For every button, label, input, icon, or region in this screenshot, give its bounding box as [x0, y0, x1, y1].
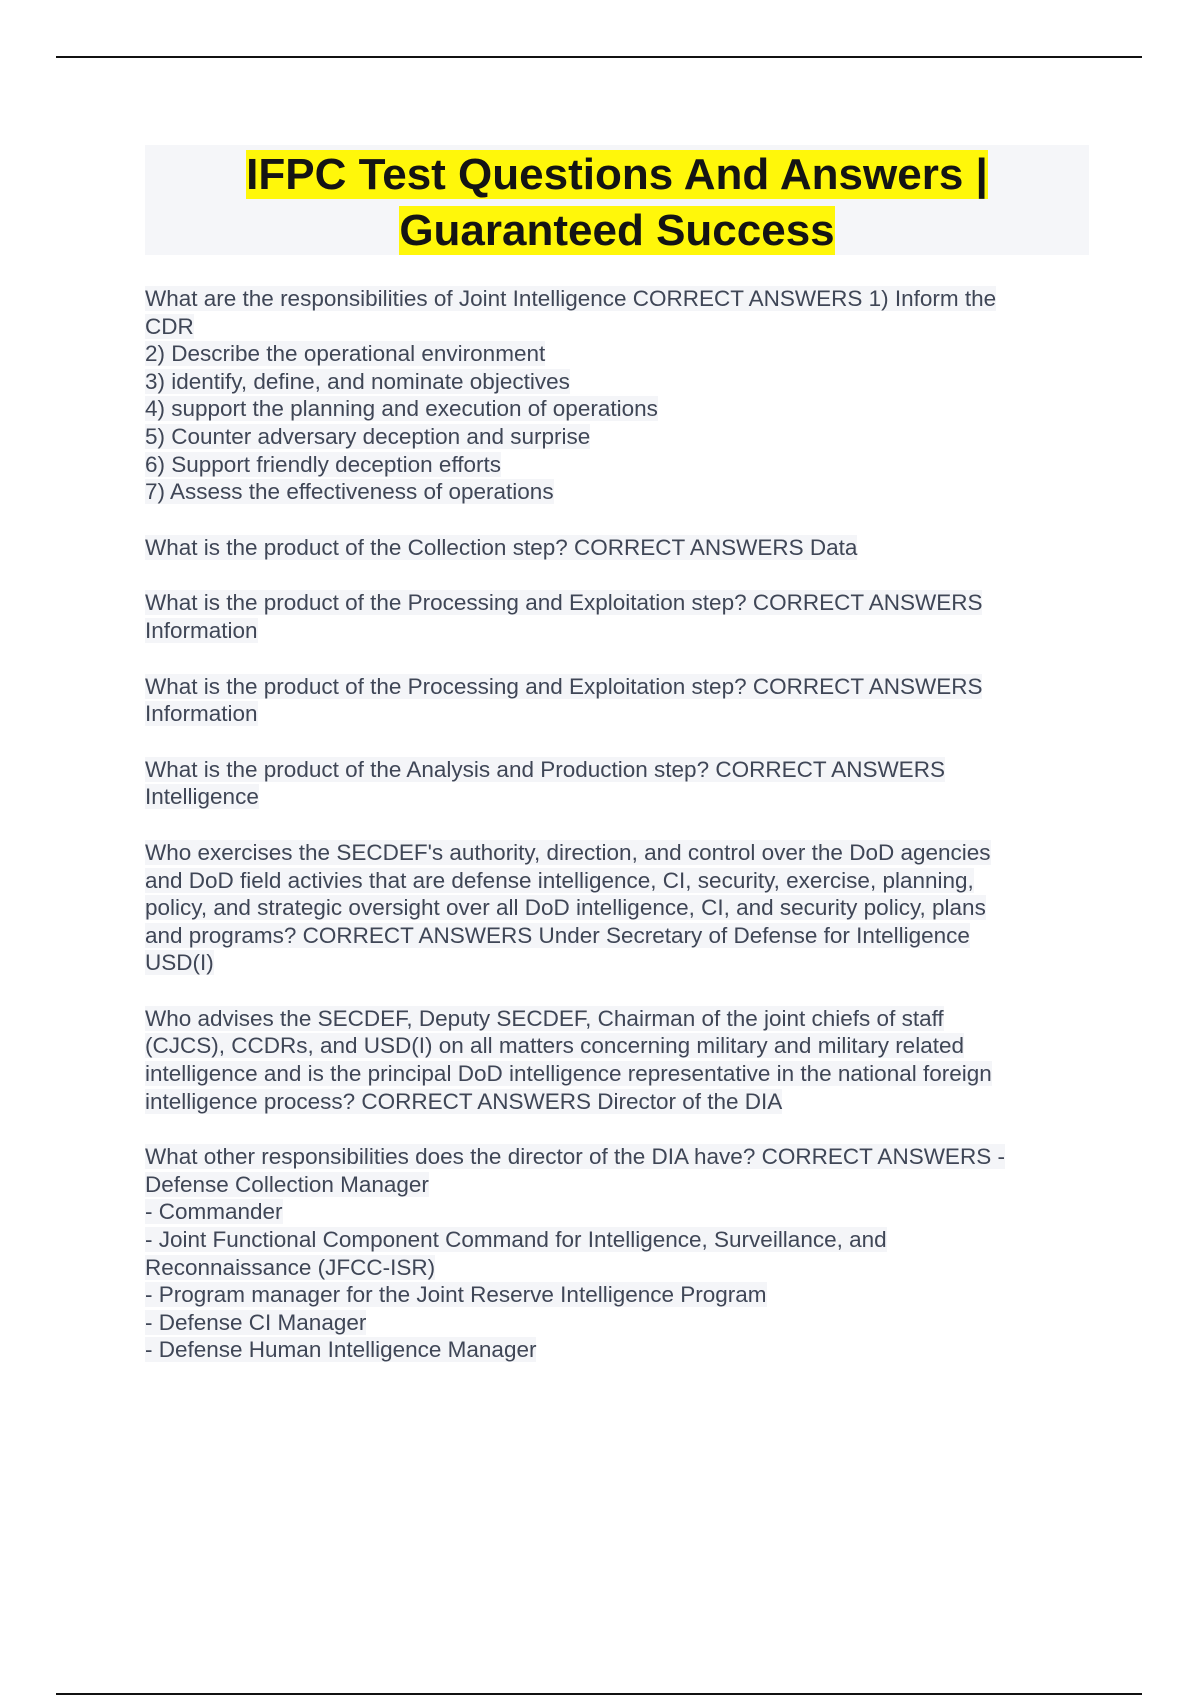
qa-line — [145, 894, 1089, 922]
qa-line — [145, 340, 1089, 368]
qa-line — [145, 1143, 1089, 1171]
qa-line — [145, 1060, 1089, 1088]
qa-line-text: 4) support the planning and execution of operations — [145, 396, 658, 422]
qa-line — [145, 617, 1089, 645]
qa-line-text: Information — [145, 617, 258, 643]
qa-line — [145, 1032, 1089, 1060]
qa-line — [145, 589, 1089, 617]
qa-line-text: Information — [145, 701, 258, 727]
qa-line-text: policy, and strategic oversight over all DoD intelligence, CI, and security policy, plans — [145, 895, 986, 921]
qa-line-text: Intelligence — [145, 784, 259, 810]
qa-item — [145, 534, 1089, 562]
qa-line — [145, 922, 1089, 950]
qa-line-text: 5) Counter adversary deception and surprise — [145, 423, 591, 449]
qa-line-text: - Defense CI Manager — [145, 1309, 367, 1335]
qa-line — [145, 313, 1089, 341]
qa-item — [145, 673, 1089, 728]
qa-line-text: What is the product of the Collection step? CORRECT ANSWERS Data — [145, 534, 858, 560]
qa-line-text: Who exercises the SECDEF's authority, direction, and control over the DoD agencies — [145, 839, 991, 865]
qa-line — [145, 949, 1089, 977]
qa-line — [145, 1198, 1089, 1226]
qa-item — [145, 1143, 1089, 1364]
qa-line-text: CDR — [145, 313, 194, 339]
qa-item — [145, 589, 1089, 644]
qa-line — [145, 756, 1089, 784]
qa-line — [145, 423, 1089, 451]
qa-line-text: Who advises the SECDEF, Deputy SECDEF, Chairman of the joint chiefs of staff — [145, 1005, 944, 1031]
qa-line-text: What is the product of the Processing and Exploitation step? CORRECT ANSWERS — [145, 673, 983, 699]
qa-line — [145, 285, 1089, 313]
qa-line — [145, 700, 1089, 728]
qa-line-text: and programs? CORRECT ANSWERS Under Secretary of Defense for Intelligence — [145, 922, 970, 948]
qa-item — [145, 285, 1089, 506]
qa-line-text: What is the product of the Analysis and Production step? CORRECT ANSWERS — [145, 756, 945, 782]
qa-item — [145, 1005, 1089, 1115]
qa-line-text: Reconnaissance (JFCC-ISR) — [145, 1254, 436, 1280]
qa-line-text: 6) Support friendly deception efforts — [145, 451, 502, 477]
qa-line — [145, 1336, 1089, 1364]
qa-line — [145, 673, 1089, 701]
qa-line-text: - Commander — [145, 1199, 283, 1225]
qa-line — [145, 1171, 1089, 1199]
title-line-1: IFPC Test Questions And Answers | — [246, 150, 988, 199]
qa-line — [145, 478, 1089, 506]
qa-line-text: intelligence and is the principal DoD intelligence representative in the national foreign — [145, 1061, 992, 1087]
qa-line — [145, 867, 1089, 895]
qa-line — [145, 534, 1089, 562]
qa-item — [145, 756, 1089, 811]
qa-list — [145, 285, 1089, 1392]
qa-line-text: What other responsibilities does the director of the DIA have? CORRECT ANSWERS - — [145, 1144, 1005, 1170]
qa-line-text: - Program manager for the Joint Reserve Intelligence Program — [145, 1282, 767, 1308]
title-line-2: Guaranteed Success — [399, 206, 835, 255]
header-rule — [56, 56, 1142, 58]
qa-line-text: and DoD field activies that are defense intelligence, CI, security, exercise, planning, — [145, 867, 974, 893]
qa-line — [145, 1309, 1089, 1337]
qa-line — [145, 1088, 1089, 1116]
qa-line — [145, 368, 1089, 396]
qa-line — [145, 1281, 1089, 1309]
qa-line-text: USD(I) — [145, 950, 214, 976]
qa-line-text: What is the product of the Processing and Exploitation step? CORRECT ANSWERS — [145, 590, 983, 616]
qa-line — [145, 839, 1089, 867]
qa-line — [145, 451, 1089, 479]
qa-line-text: Defense Collection Manager — [145, 1171, 429, 1197]
qa-item — [145, 839, 1089, 977]
title-block — [145, 145, 1089, 255]
qa-line-text: 3) identify, define, and nominate objectives — [145, 368, 570, 394]
qa-line-text: What are the responsibilities of Joint Intelligence CORRECT ANSWERS 1) Inform the — [145, 286, 997, 311]
qa-line-text: intelligence process? CORRECT ANSWERS Director of the DIA — [145, 1088, 783, 1114]
qa-line-text: - Defense Human Intelligence Manager — [145, 1337, 537, 1363]
qa-line — [145, 1226, 1089, 1254]
qa-line-text: 2) Describe the operational environment — [145, 341, 546, 367]
footer-rule — [56, 1693, 1142, 1695]
qa-line — [145, 783, 1089, 811]
qa-line — [145, 1005, 1089, 1033]
qa-line — [145, 395, 1089, 423]
qa-line-text: - Joint Functional Component Command for Intelligence, Surveillance, and — [145, 1227, 887, 1253]
qa-line — [145, 1254, 1089, 1282]
qa-line-text: 7) Assess the effectiveness of operations — [145, 479, 554, 505]
qa-line-text: (CJCS), CCDRs, and USD(I) on all matters concerning military and military related — [145, 1033, 964, 1059]
document-title — [145, 145, 1089, 259]
